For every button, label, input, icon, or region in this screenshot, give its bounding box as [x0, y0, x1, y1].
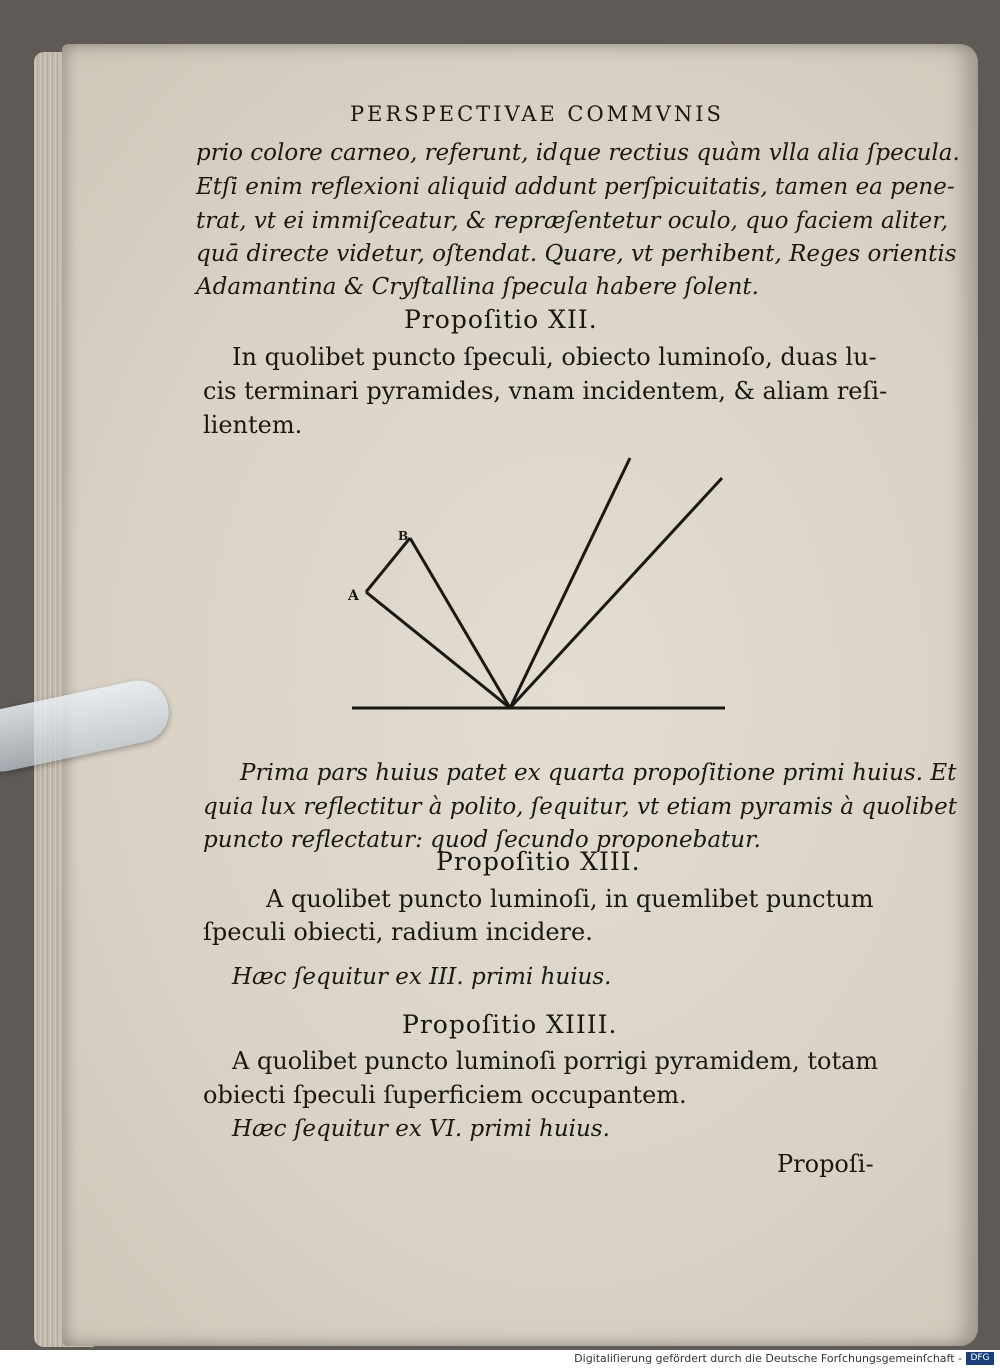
catchword: Propoſi-	[777, 1150, 874, 1178]
proposition-13-note: Hæc ſequitur ex III. primi huius.	[232, 964, 612, 990]
footer-credit: Digitaliſierung gefördert durch die Deutsche Forſchungsgemeinſchaft -	[574, 1352, 962, 1365]
dfg-logo: DFG	[966, 1352, 994, 1365]
reflected-ray-1	[510, 458, 630, 708]
intro-line-1: prio colore carneo, referunt, idque rectius quàm vlla alia ſpecula.	[196, 140, 960, 166]
intro-line-2: Etſi enim reflexioni aliquid addunt perſpicuitatis, tamen ea pene-	[196, 174, 955, 200]
intro-line-5: Adamantina & Cryſtallina ſpecula habere ſolent.	[196, 274, 759, 300]
proposition-12-line-1: In quolibet puncto ſpeculi, obiecto luminoſo, duas lu-	[232, 343, 877, 371]
proposition-14-heading: Propoſitio XIIII.	[402, 1010, 618, 1039]
proof-line-2: quia lux reflectitur à polito, ſequitur, vt etiam pyramis à quolibet	[203, 794, 957, 820]
incident-ray-a	[366, 592, 510, 708]
incident-ray-b	[410, 538, 510, 708]
proposition-12-heading: Propoſitio XII.	[404, 305, 598, 334]
point-label-a: A	[348, 588, 359, 604]
reflected-ray-2	[510, 478, 722, 708]
proposition-13-heading: Propoſitio XIII.	[436, 847, 641, 876]
reflection-diagram	[330, 440, 750, 725]
proposition-12-line-2: cis terminari pyramides, vnam incidentem, & aliam reſi-	[203, 377, 888, 405]
ab-segment	[366, 538, 410, 592]
proposition-14-note: Hæc ſequitur ex VI. primi huius.	[232, 1116, 610, 1142]
proposition-12-line-3: lientem.	[203, 411, 303, 439]
proof-line-1: Prima pars huius patet ex quarta propoſitione primi huius. Et	[240, 760, 957, 786]
proposition-14-line-2: obiecti ſpeculi ſuperficiem occupantem.	[203, 1081, 687, 1109]
point-label-b: B	[398, 529, 409, 543]
proposition-14-line-1: A quolibet puncto luminoſi porrigi pyramidem, totam	[232, 1047, 879, 1075]
running-header: PERSPECTIVAE COMMVNIS	[350, 102, 724, 126]
intro-line-3: trat, vt ei immiſceatur, & repræſentetur oculo, quo faciem aliter,	[196, 208, 949, 234]
intro-line-4: quā directe videtur, oſtendat. Quare, vt perhibent, Reges orientis	[196, 241, 957, 267]
proposition-13-line-2: ſpeculi obiecti, radium incidere.	[203, 918, 593, 946]
proposition-13-line-1: A quolibet puncto luminoſi, in quemlibet punctum	[266, 885, 874, 913]
proof-line-3: puncto reflectatur: quod ſecundo proponebatur.	[203, 827, 761, 853]
